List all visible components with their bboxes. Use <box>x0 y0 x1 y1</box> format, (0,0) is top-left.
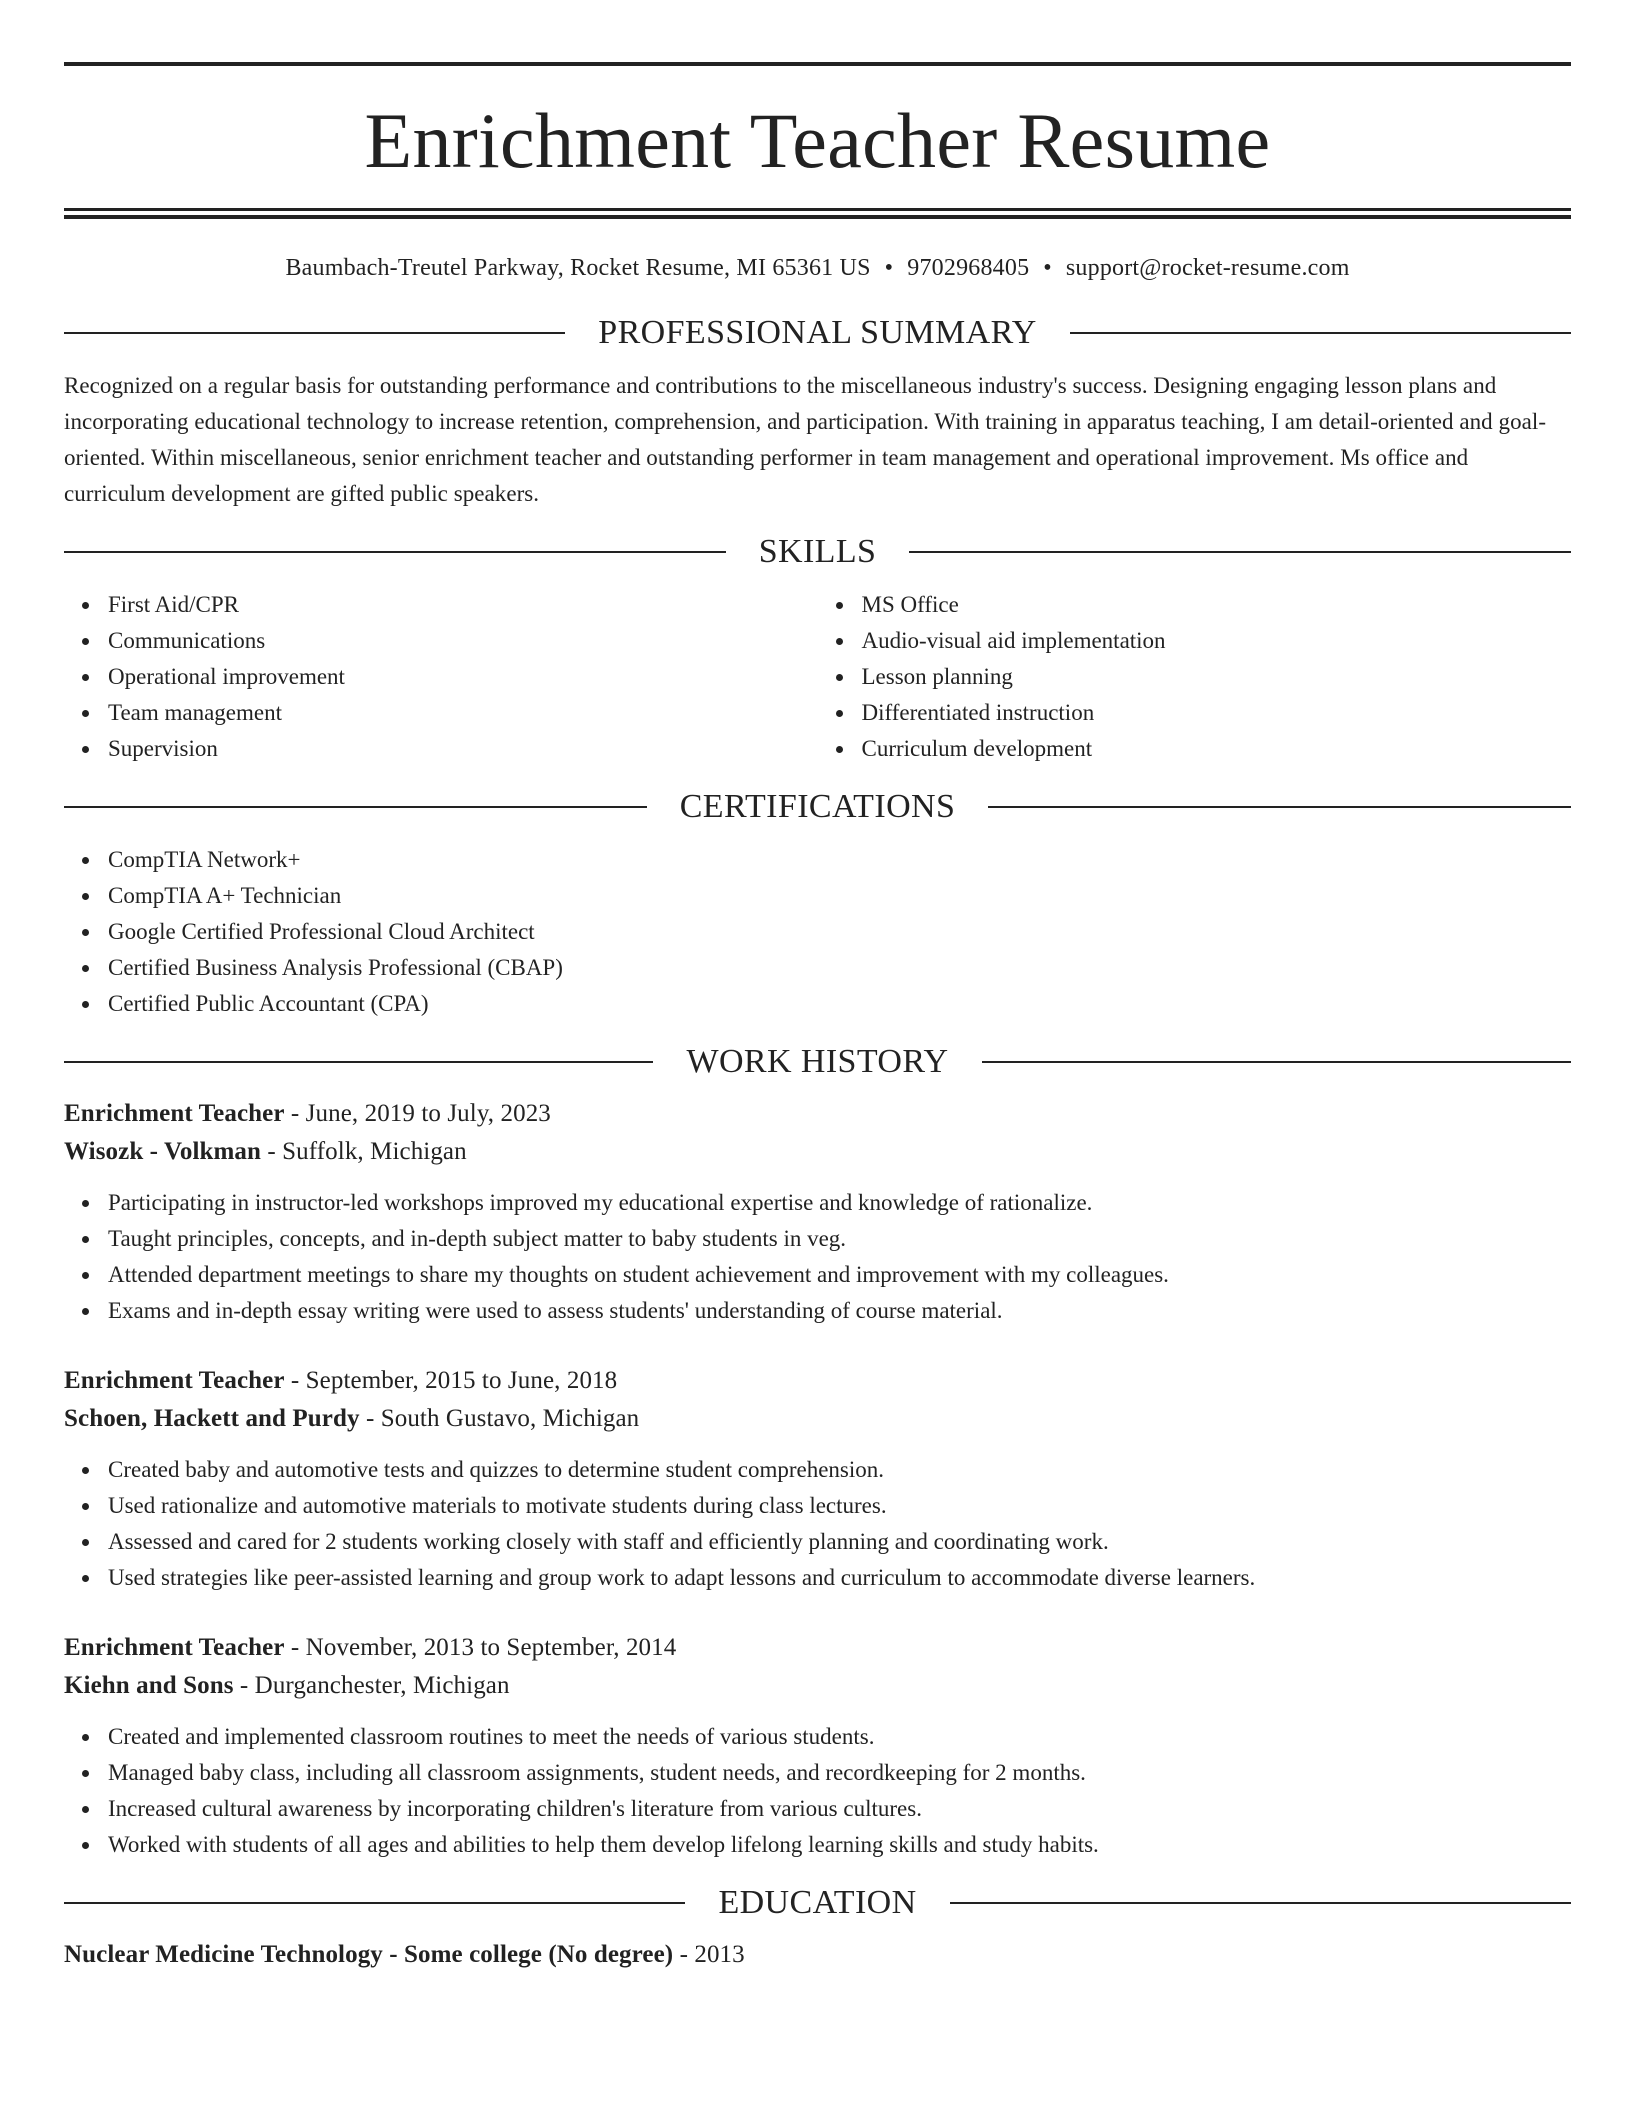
skill-item: Team management <box>108 695 818 731</box>
job-bullet: Created baby and automotive tests and quizzes to determine student comprehension. <box>108 1452 1571 1488</box>
section-rule-left <box>64 1902 685 1904</box>
certification-item: CompTIA Network+ <box>108 842 1571 878</box>
section-rule-right <box>982 1061 1571 1063</box>
education-year: - 2013 <box>673 1941 745 1968</box>
section-title-work: WORK HISTORY <box>686 1043 949 1080</box>
job-entry <box>64 1362 1571 1596</box>
job-title: Enrichment Teacher <box>64 1100 285 1127</box>
job-bullets <box>64 1185 1571 1329</box>
skills-list-right <box>818 587 1572 767</box>
job-location: - Durganchester, Michigan <box>233 1672 510 1699</box>
skills-list-left <box>64 587 818 767</box>
section-title-skills: SKILLS <box>758 533 877 570</box>
job-title-line <box>64 1362 1571 1400</box>
job-bullets <box>64 1452 1571 1596</box>
contact-email: support@rocket-resume.com <box>1065 255 1350 281</box>
section-rule-left <box>64 332 565 334</box>
skill-item: Curriculum development <box>862 731 1572 767</box>
section-rule-right <box>950 1902 1571 1904</box>
job-dates: - November, 2013 to September, 2014 <box>284 1634 677 1661</box>
job-entry <box>64 1095 1571 1329</box>
job-bullets <box>64 1719 1571 1863</box>
contact-separator: • <box>1043 255 1052 281</box>
contact-separator: • <box>884 255 894 281</box>
section-header-education <box>64 1883 1571 1923</box>
certification-item: Google Certified Professional Cloud Architect <box>108 914 1571 950</box>
job-title: Enrichment Teacher <box>64 1634 285 1661</box>
skill-item: Communications <box>108 623 818 659</box>
section-header-certifications <box>64 787 1571 827</box>
job-company: Schoen, Hackett and Purdy <box>64 1405 360 1432</box>
section-rule-right <box>909 551 1571 553</box>
job-bullet: Attended department meetings to share my thoughts on student achievement and improvement with my colleagues. <box>108 1257 1571 1293</box>
section-rule-right <box>988 806 1571 808</box>
certifications-list <box>64 842 1571 1022</box>
job-title-line <box>64 1629 1571 1667</box>
job-bullet: Worked with students of all ages and abilities to help them develop lifelong learning skills and study habits. <box>108 1827 1571 1863</box>
job-location: - Suffolk, Michigan <box>261 1138 467 1165</box>
contact-address: Baumbach-Treutel Parkway, Rocket Resume, MI 65361 US <box>285 255 871 281</box>
section-header-skills <box>64 532 1571 572</box>
job-title-line <box>64 1095 1571 1133</box>
job-bullet: Used strategies like peer-assisted learning and group work to adapt lessons and curriculum to accommodate diverse learners. <box>108 1560 1571 1596</box>
education-degree: Nuclear Medicine Technology - Some college (No degree) <box>64 1941 674 1968</box>
job-company-line <box>64 1133 1571 1171</box>
certification-item: Certified Public Accountant (CPA) <box>108 986 1571 1022</box>
skill-item: Operational improvement <box>108 659 818 695</box>
education-entry <box>64 1936 1571 1974</box>
job-bullet: Managed baby class, including all classroom assignments, student needs, and recordkeeping for 2 months. <box>108 1755 1571 1791</box>
resume-title: Enrichment Teacher Resume <box>364 97 1271 184</box>
skills-grid <box>64 587 1571 767</box>
job-bullet: Increased cultural awareness by incorporating children's literature from various cultures. <box>108 1791 1571 1827</box>
job-company-line <box>64 1667 1571 1705</box>
job-title: Enrichment Teacher <box>64 1367 285 1394</box>
job-bullet: Participating in instructor-led workshops improved my educational expertise and knowledge of rationalize. <box>108 1185 1571 1221</box>
job-bullet: Used rationalize and automotive materials to motivate students during class lectures. <box>108 1488 1571 1524</box>
section-header-summary <box>64 313 1571 353</box>
section-rule-left <box>64 551 726 553</box>
job-company: Kiehn and Sons <box>64 1672 234 1699</box>
section-header-work <box>64 1042 1571 1082</box>
job-company-line <box>64 1400 1571 1438</box>
job-company: Wisozk - Volkman <box>64 1138 262 1165</box>
section-rule-left <box>64 806 647 808</box>
job-dates: - September, 2015 to June, 2018 <box>284 1367 618 1394</box>
certification-item: Certified Business Analysis Professional (CBAP) <box>108 950 1571 986</box>
job-dates: - June, 2019 to July, 2023 <box>284 1100 551 1127</box>
skill-item: Lesson planning <box>862 659 1572 695</box>
skill-item: MS Office <box>862 587 1572 623</box>
job-bullet: Assessed and cared for 2 students working closely with staff and efficiently planning and coordinating work. <box>108 1524 1571 1560</box>
job-bullet: Taught principles, concepts, and in-depth subject matter to baby students in veg. <box>108 1221 1571 1257</box>
job-entry <box>64 1629 1571 1863</box>
skill-item: Audio-visual aid implementation <box>862 623 1572 659</box>
section-title-education: EDUCATION <box>718 1884 917 1921</box>
title-double-rule <box>64 208 1571 219</box>
section-title-certifications: CERTIFICATIONS <box>679 788 956 825</box>
job-location: - South Gustavo, Michigan <box>359 1405 640 1432</box>
job-bullet: Created and implemented classroom routines to meet the needs of various students. <box>108 1719 1571 1755</box>
skill-item: Supervision <box>108 731 818 767</box>
contact-line <box>64 254 1571 282</box>
job-bullet: Exams and in-depth essay writing were used to assess students' understanding of course material. <box>108 1293 1571 1329</box>
contact-phone: 9702968405 <box>907 255 1030 281</box>
resume-content <box>64 62 1571 1974</box>
section-rule-left <box>64 1061 653 1063</box>
skill-item: Differentiated instruction <box>862 695 1572 731</box>
summary-text: Recognized on a regular basis for outstanding performance and contributions to the miscellaneous industry's success. Designing engaging lesson plans and incorporating educational technology to increase retention, comprehension, and participation. With training in apparatus teaching, I am detail-oriented and goal-oriented. Within miscellaneous, senior enrichment teacher and outstanding performer in team management and operational improvement. Ms office and curriculum development are gifted public speakers. <box>64 373 1547 506</box>
section-rule-right <box>1070 332 1571 334</box>
skill-item: First Aid/CPR <box>108 587 818 623</box>
section-title-summary: PROFESSIONAL SUMMARY <box>598 314 1037 351</box>
certification-item: CompTIA A+ Technician <box>108 878 1571 914</box>
title-block <box>64 66 1571 208</box>
